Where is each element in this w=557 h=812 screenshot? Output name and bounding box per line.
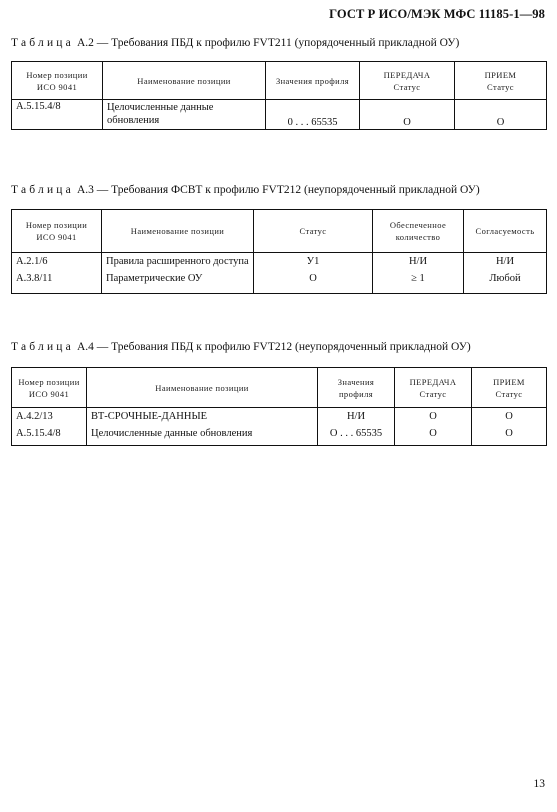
table-a2-caption: Таблица А.2 — Требования ПБД к профилю FVT211 (упорядоченный прикладной ОУ): [11, 37, 460, 49]
table-cell: О . . . 65535: [318, 427, 395, 446]
table-cell: Целочисленные данные обновления: [103, 100, 266, 130]
table-cell: Любой: [464, 272, 547, 294]
table-cell: А.3.8/11: [12, 272, 102, 294]
table-cell: О: [360, 100, 455, 130]
table-cell: О: [395, 427, 472, 446]
column-header: Согласуемость: [464, 210, 547, 253]
table-cell: ВТ-СРОЧНЫЕ-ДАННЫЕ: [87, 408, 318, 427]
table-cell: Н/И: [318, 408, 395, 427]
column-header: Наименование позиции: [103, 62, 266, 100]
table-cell: У1: [254, 253, 373, 272]
table-row: [12, 272, 547, 294]
table-cell: Параметрические ОУ: [102, 272, 254, 294]
table-cell: О: [395, 408, 472, 427]
table-cell: О: [472, 427, 547, 446]
table-a4: [11, 367, 547, 446]
table-row: [12, 253, 547, 272]
column-header: ПРИЕМ Статус: [455, 62, 547, 100]
table-cell: А.4.2/13: [12, 408, 87, 427]
table-cell: О: [472, 408, 547, 427]
table-cell: Н/И: [373, 253, 464, 272]
column-header: Обеспеченное количество: [373, 210, 464, 253]
table-cell: Правила расширенного доступа: [102, 253, 254, 272]
page-number: 13: [533, 778, 545, 790]
table-cell: Целочисленные данные обновления: [87, 427, 318, 446]
table-cell: О: [455, 100, 547, 130]
column-header: ПЕРЕДАЧА Статус: [360, 62, 455, 100]
column-header: Номер позиции ИСО 9041: [12, 368, 87, 408]
table-cell: О: [254, 272, 373, 294]
table-a3: [11, 209, 547, 294]
table-a2: [11, 61, 547, 130]
table-cell: ≥ 1: [373, 272, 464, 294]
table-cell: Н/И: [464, 253, 547, 272]
table-cell: А.5.15.4/8: [12, 100, 103, 130]
column-header: Наименование позиции: [87, 368, 318, 408]
table-cell: А.5.15.4/8: [12, 427, 87, 446]
column-header: Наименование позиции: [102, 210, 254, 253]
column-header: Значения профиля: [266, 62, 360, 100]
table-cell: А.2.1/6: [12, 253, 102, 272]
table-row: [12, 408, 547, 427]
table-row: [12, 100, 547, 130]
column-header: ПЕРЕДАЧА Статус: [395, 368, 472, 408]
table-cell: 0 . . . 65535: [266, 100, 360, 130]
table-row: [12, 427, 547, 446]
column-header: Номер позиции ИСО 9041: [12, 62, 103, 100]
table-a4-caption: Таблица А.4 — Требования ПБД к профилю FVT212 (неупорядоченный прикладной ОУ): [11, 341, 471, 353]
table-a3-caption: Таблица А.3 — Требования ФСВТ к профилю FVT212 (неупорядоченный прикладной ОУ): [11, 184, 480, 196]
document-header: ГОСТ Р ИСО/МЭК МФС 11185-1—98: [329, 7, 545, 21]
column-header: Номер позиции ИСО 9041: [12, 210, 102, 253]
column-header: Значения профиля: [318, 368, 395, 408]
column-header: Статус: [254, 210, 373, 253]
column-header: ПРИЕМ Статус: [472, 368, 547, 408]
